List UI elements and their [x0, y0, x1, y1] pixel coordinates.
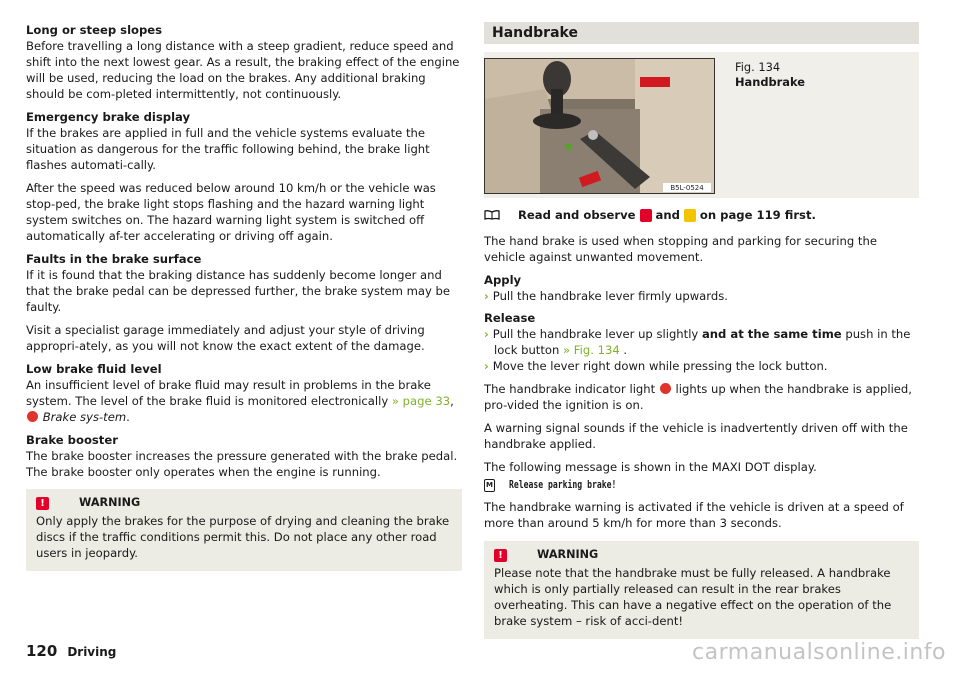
release-item-2-text: Move the lever right down while pressing the lock button. [492, 359, 828, 373]
watermark: carmanualsonline.info [692, 640, 946, 665]
para-emergency-display [26, 109, 462, 173]
figure-code: B5L-0524 [670, 184, 704, 192]
release-item-1-text-c: . [619, 343, 628, 357]
note-square-icon [684, 209, 696, 222]
text-period: . [126, 410, 130, 424]
figure-title: Handbrake [735, 75, 805, 89]
warning-label: WARNING [79, 496, 141, 509]
heading-emergency-display: Emergency brake display [26, 110, 191, 124]
para-maxi-intro: The following message is shown in the MAXI DOT display. [484, 460, 817, 474]
warning-box-right [484, 541, 919, 639]
para-faults [26, 251, 462, 315]
bullet-arrow-icon: › [484, 359, 489, 373]
figure-area [484, 52, 919, 198]
section-title-handbrake: Handbrake [484, 22, 919, 44]
heading-apply: Apply [484, 273, 522, 287]
text-brake-fluid: An insufficient level of brake fluid may result in problems in the brake system. The level of the brake fluid is monitored electronically [26, 378, 431, 408]
right-column [484, 22, 919, 639]
warning-icon: ! [36, 497, 49, 510]
maxi-dot-message-row [484, 477, 919, 493]
page-33-link[interactable]: » page 33 [391, 394, 451, 408]
warning-box-left [26, 489, 462, 571]
para-long-slopes [26, 22, 462, 102]
warning-text-left: Only apply the brakes for the purpose of drying and cleaning the brake discs if the traffic conditions permit this. Do not place any other road users in jeopardy. [36, 514, 450, 560]
warning-label: WARNING [537, 548, 599, 561]
handbrake-indicator-icon [660, 383, 671, 394]
bullet-arrow-icon: › [484, 327, 489, 341]
brake-system-ref: Brake sys-tem [42, 410, 127, 424]
release-item-1-text-a: Pull the handbrake lever up slightly [492, 327, 702, 341]
para-intro: The hand brake is used when stopping and parking for securing the vehicle against unwanted movement. [484, 234, 877, 264]
footer-chapter: Driving [67, 645, 117, 659]
text-long-slopes: Before travelling a long distance with a steep gradient, reduce speed and shift into the next lowest gear. As a result, the braking effect of the engine will be used, reducing the load on the brakes. Any additional braking should be com-pleted intermittently, not continuously. [26, 39, 460, 101]
warning-icon: ! [494, 549, 507, 562]
read-observe-c: on page 119 first. [699, 208, 816, 222]
block-release [484, 310, 919, 374]
text-brake-booster: The brake booster increases the pressure generated with the brake pedal. The brake booster only operates when the engine is running. [26, 449, 458, 479]
heading-brake-fluid: Low brake fluid level [26, 362, 162, 376]
para-indicator [484, 381, 919, 413]
warning-text-right: Please note that the handbrake must be fully released. A handbrake which is only partially released can result in the rear brakes overheating. This can have a negative effect on the operation of the brake system – risk of acci-dent! [494, 566, 892, 628]
indicator-text-b: lights up when the handbrake is applied, pro-vided the ignition is on. [484, 382, 912, 412]
page-footer [26, 643, 116, 660]
release-item-1-text-b: push in the lock button [494, 327, 911, 357]
indicator-text-a: The handbrake indicator light [484, 382, 659, 396]
fig-134-link[interactable]: » Fig. 134 [563, 343, 620, 357]
apply-item: Pull the handbrake lever firmly upwards. [492, 289, 728, 303]
heading-release: Release [484, 311, 536, 325]
figure-number: Fig. 134 [735, 60, 781, 74]
heading-brake-booster: Brake booster [26, 433, 118, 447]
release-item-1 [484, 326, 919, 358]
para-brake-booster [26, 432, 462, 480]
block-apply [484, 272, 919, 304]
book-icon [484, 210, 500, 220]
text-faults: If it is found that the braking distance has suddenly become longer and that the brake pedal can be depressed further, the brake system may be faulty. [26, 268, 451, 314]
para-warning-signal: A warning signal sounds if the vehicle is inadvertently driven off with the handbrake applied. [484, 421, 908, 451]
left-column [26, 22, 462, 571]
para-specialist-garage: Visit a specialist garage immediately and adjust your style of driving appropri-ately, as you will not know the exact extent of the damage. [26, 323, 425, 353]
heading-long-slopes: Long or steep slopes [26, 23, 163, 37]
text-comma: , [450, 394, 454, 408]
read-observe-a: Read and observe [518, 208, 636, 222]
release-item-1-bold: and at the same time [701, 327, 842, 341]
read-observe-row [484, 206, 919, 224]
handbrake-photo [484, 58, 715, 194]
release-item-2 [484, 358, 919, 374]
text-emergency-display: If the brakes are applied in full and the vehicle systems evaluate the situation as dangerous for the traffic following behind, the brake light flashes automati-cally. [26, 126, 430, 172]
maxi-dot-message: Release parking brake! [509, 479, 617, 491]
bullet-arrow-icon: › [484, 289, 489, 303]
warning-title-right [494, 547, 909, 563]
warning-square-icon [640, 209, 652, 222]
maxi-dot-icon: M [484, 479, 495, 492]
para-speed-reduced: After the speed was reduced below around 10 km/h or the vehicle was stop-ped, the brake light stops flashing and the hazard warning light system switches on. The hazard warning light system is switched off automatically af-ter accelerating or driving off again. [26, 181, 436, 243]
warning-title-left [36, 495, 452, 511]
read-observe-b: and [655, 208, 680, 222]
para-brake-fluid [26, 361, 462, 425]
page-number: 120 [26, 642, 58, 660]
handbrake-illustration [485, 59, 714, 193]
brake-system-icon [27, 411, 38, 422]
heading-faults: Faults in the brake surface [26, 252, 202, 266]
figure-caption [735, 60, 805, 90]
para-activation: The handbrake warning is activated if the vehicle is driven at a speed of more than around 5 km/h for more than 3 seconds. [484, 500, 904, 530]
